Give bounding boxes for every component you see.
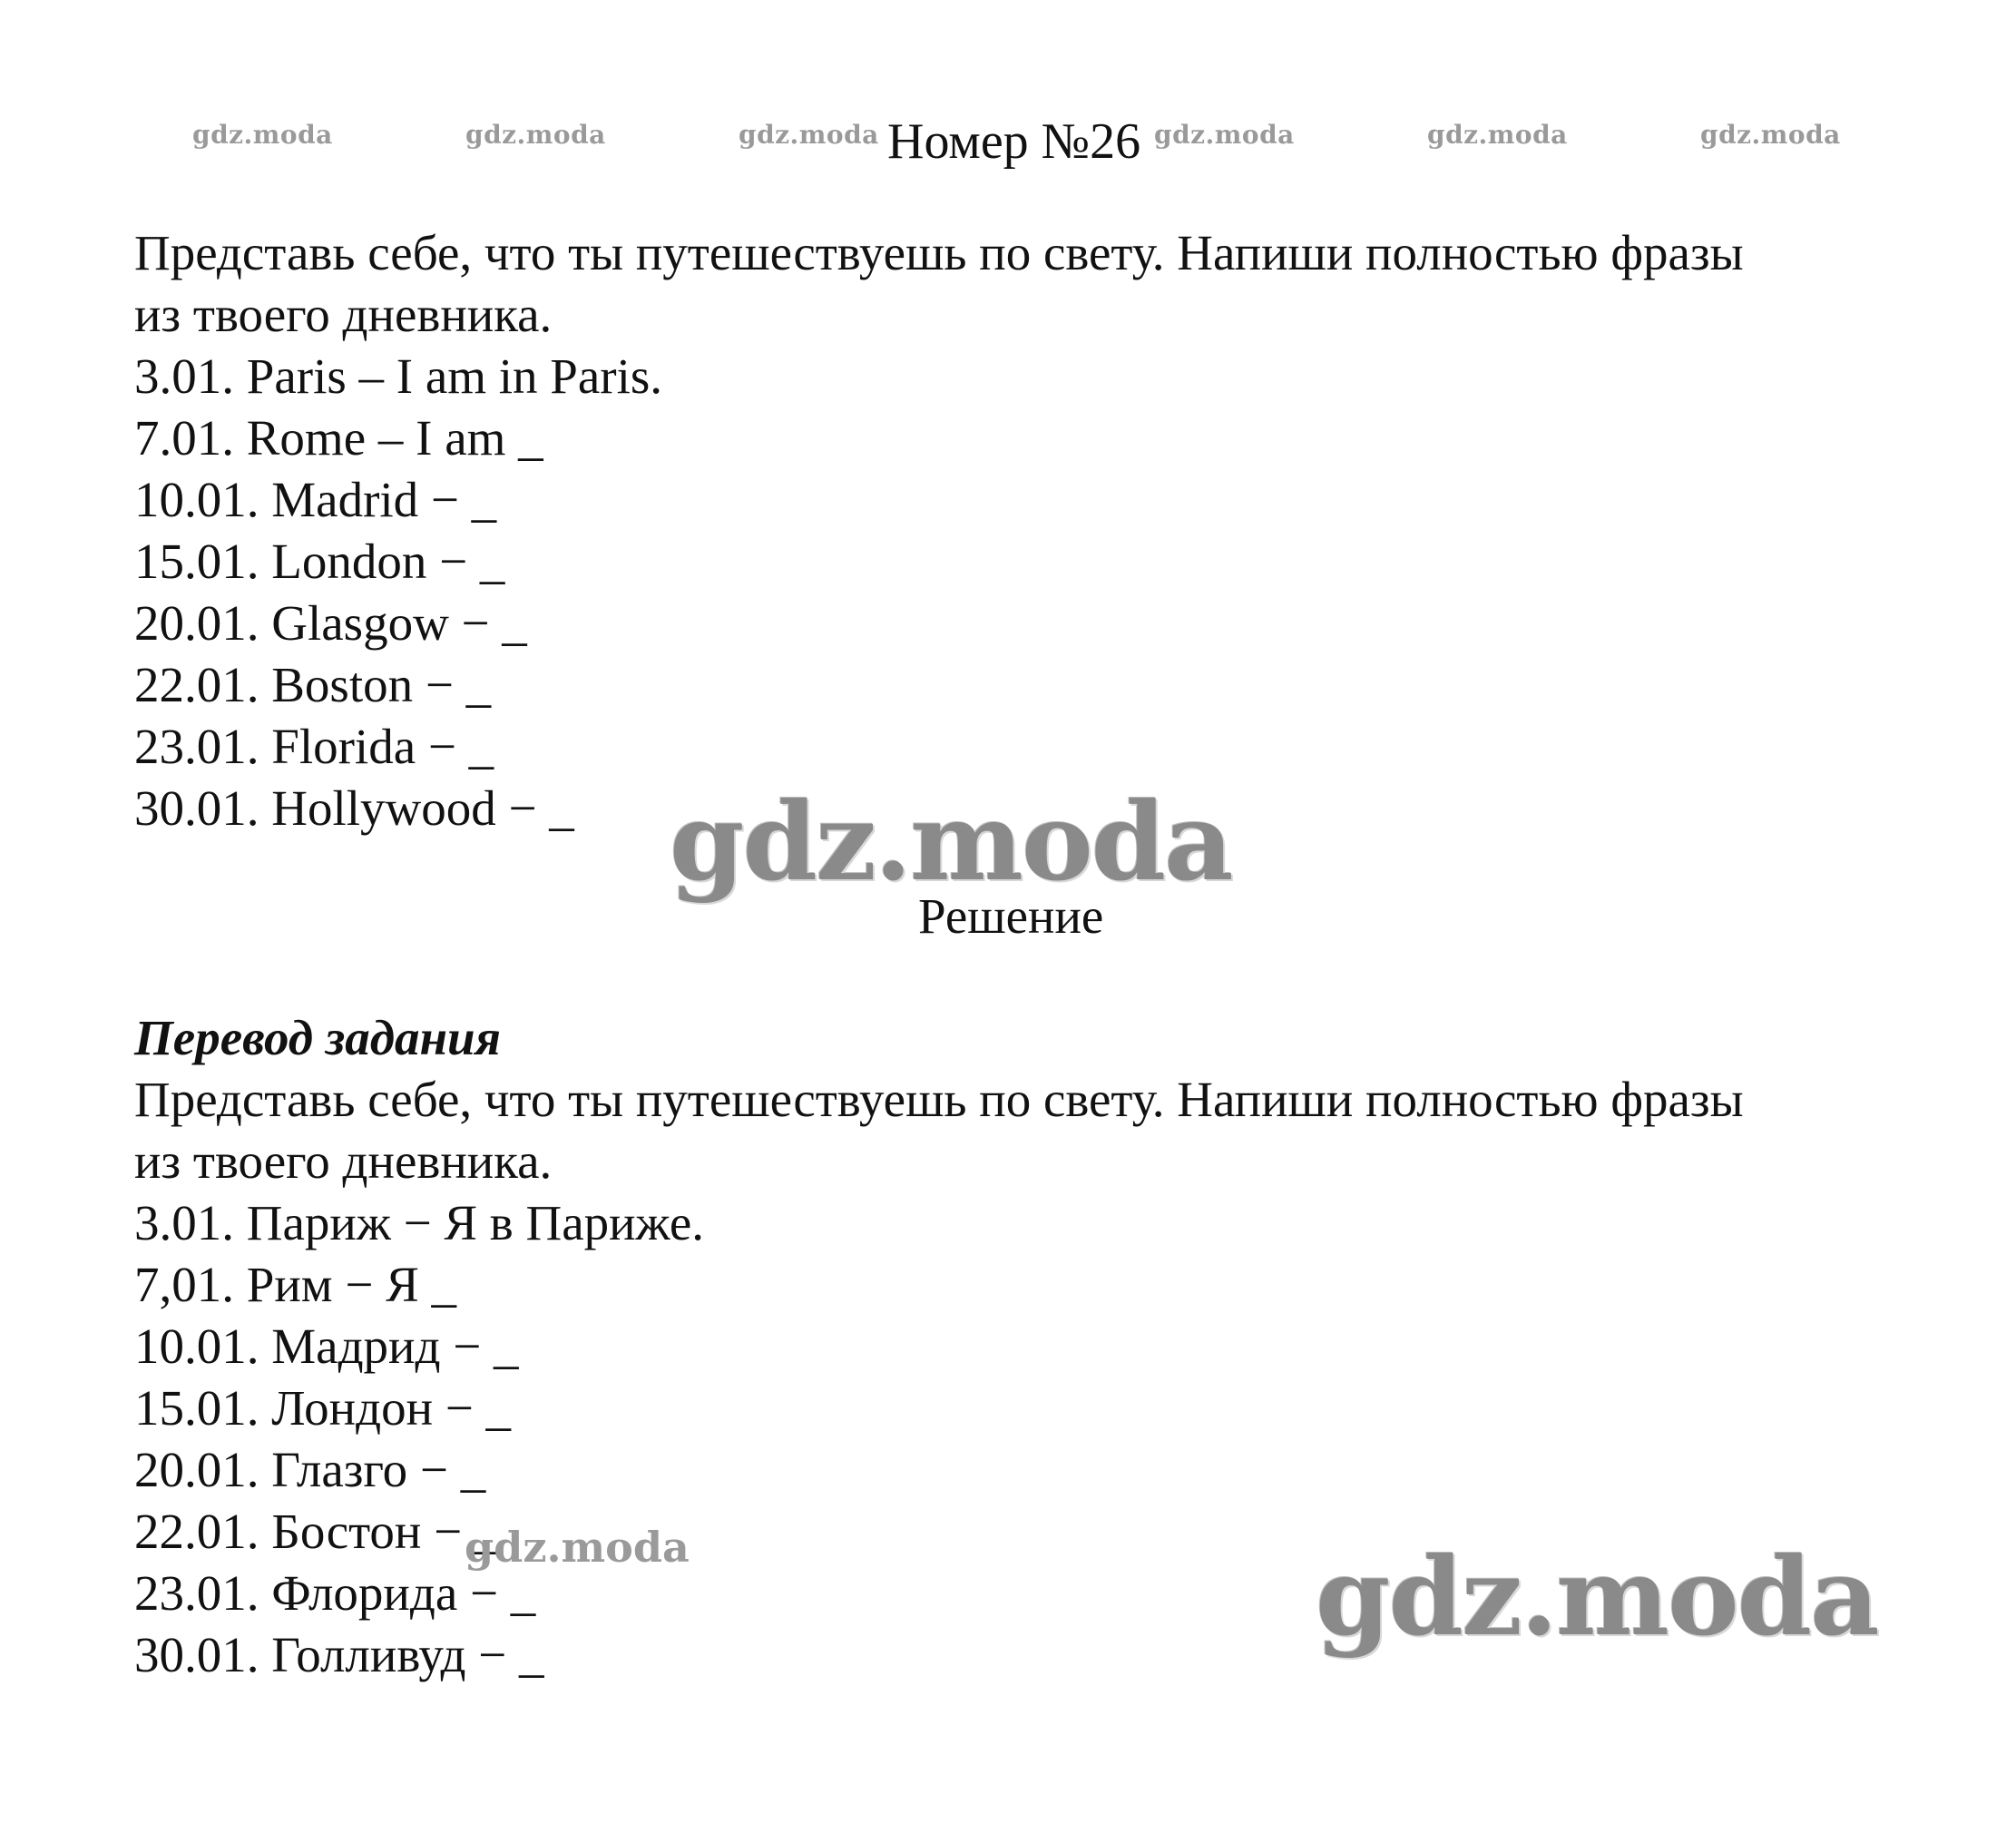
task-item: 3.01. Paris – I am in Paris.	[134, 348, 663, 404]
translation-intro: Представь себе, что ты путешествуешь по свету. Напиши полностью фразы	[134, 1072, 1744, 1127]
translation-intro: из твоего дневника.	[134, 1133, 553, 1189]
watermark-large: gdz.moda	[1316, 1534, 1878, 1660]
watermark: gdz.moda	[739, 120, 879, 150]
watermark: gdz.moda	[1427, 120, 1568, 150]
watermark: gdz.moda	[465, 120, 606, 150]
watermark: gdz.moda	[192, 120, 333, 150]
page-title: Номер №26	[887, 113, 1141, 170]
translation-item: 23.01. Флорида − _	[134, 1565, 536, 1621]
task-item: 22.01. Boston − _	[134, 657, 492, 712]
translation-item: 7,01. Рим − Я _	[134, 1257, 457, 1312]
task-item: 7.01. Rome – I am _	[134, 410, 543, 466]
watermark-large: gdz.moda	[670, 779, 1232, 905]
task-item: 20.01. Glasgow − _	[134, 595, 527, 651]
task-block	[134, 222, 1913, 839]
translation-item: 15.01. Лондон − _	[134, 1380, 512, 1436]
watermark: gdz.moda	[1700, 120, 1841, 150]
task-item: 10.01. Madrid − _	[134, 472, 497, 527]
task-item: 30.01. Hollywood − _	[134, 780, 574, 836]
translation-heading: Перевод задания	[134, 1010, 501, 1065]
solution-label: Решение	[918, 888, 1104, 944]
task-intro: из твоего дневника.	[134, 287, 553, 342]
translation-item: 30.01. Голливуд − _	[134, 1627, 544, 1682]
watermark: gdz.moda	[1154, 120, 1295, 150]
translation-item: 22.01. Бостон − _	[134, 1504, 500, 1559]
translation-item: 10.01. Мадрид − _	[134, 1318, 519, 1374]
translation-item: 3.01. Париж − Я в Париже.	[134, 1195, 704, 1250]
task-item: 23.01. Florida − _	[134, 719, 494, 774]
task-intro: Представь себе, что ты путешествуешь по свету. Напиши полностью фразы	[134, 225, 1744, 280]
translation-item: 20.01. Глазго − _	[134, 1442, 486, 1497]
watermark: gdz.moda	[465, 1523, 690, 1572]
task-item: 15.01. London − _	[134, 534, 505, 589]
